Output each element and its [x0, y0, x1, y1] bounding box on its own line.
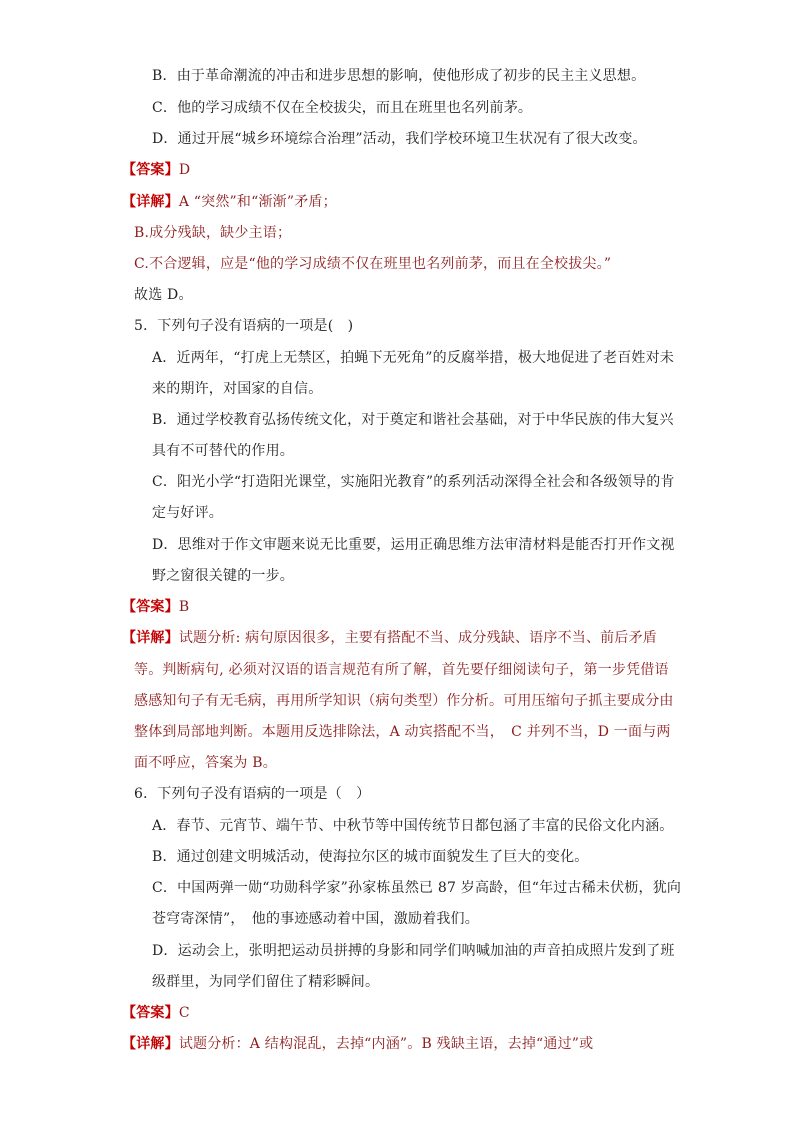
q6-explanation-line1: [122, 1034, 593, 1054]
q5-option-b-line2: 具有不可替代的作用。: [152, 443, 294, 459]
q5-explanation-line4: 整体到局部地判断。本题用反选排除法，A 动宾搭配不当， C 并列不当，D 一面与两: [134, 724, 671, 740]
explanation-text: A “突然”和“渐渐”矛盾；: [178, 194, 337, 210]
q5-explanation-line5: 面不呼应，答案为 B。: [134, 755, 277, 771]
answer-value: B: [178, 599, 190, 615]
q5-option-c-line2: 定与好评。: [152, 505, 223, 521]
answer-tag: 【答案】: [122, 1005, 179, 1021]
q5-option-d-line2: 野之窗很关键的一步。: [152, 568, 294, 584]
q6-option-a: A．春节、元宵节、端午节、中秋节等中国传统节日都包涵了丰富的民俗文化内涵。: [152, 818, 674, 834]
q5-option-c-line1: C．阳光小学“打造阳光课堂，实施阳光教育”的系列活动深得全社会和各级领导的肯: [152, 474, 675, 490]
explanation-tag: 【详解】: [122, 1036, 179, 1052]
q4-explanation-c: C.不合逻辑，应是“他的学习成绩不仅在班里也名列前茅，而且在全校拔尖。”: [134, 256, 612, 272]
q4-option-d: D．通过开展“城乡环境综合治理”活动，我们学校环境卫生状况有了很大改变。: [152, 131, 647, 147]
q4-explanation-b: B.成分残缺，缺少主语；: [134, 225, 292, 241]
explanation-text: 试题分析: 病句原因很多，主要有搭配不当、成分残缺、语序不当、前后矛盾: [178, 630, 657, 646]
answer-value: D: [178, 162, 191, 178]
explanation-tag: 【详解】: [122, 630, 179, 646]
q6-option-d-line2: 级群里，为同学们留住了精彩瞬间。: [152, 974, 380, 990]
q6-option-b: B．通过创建文明城活动，使海拉尔区的城市面貌发生了巨大的变化。: [152, 849, 589, 865]
explanation-tag: 【详解】: [122, 194, 179, 210]
answer-tag: 【答案】: [122, 162, 179, 178]
answer-value: C: [178, 1005, 190, 1021]
q6-option-d-line1: D．运动会上，张明把运动员拼搏的身影和同学们呐喊加油的声音拍成照片发到了班: [152, 943, 675, 959]
answer-tag: 【答案】: [122, 599, 179, 615]
q4-explanation: [122, 192, 337, 212]
q5-answer: [122, 597, 189, 617]
q5-option-b-line1: B．通过学校教育弘扬传统文化，对于奠定和谐社会基础，对于中华民族的伟大复兴: [152, 412, 674, 428]
q5-stem: 5．下列句子没有语病的一项是( ): [134, 318, 354, 334]
q5-explanation-line3: 感感知句子有无毛病，再用所学知识（病句类型）作分析。可用压缩句子抓主要成分由: [134, 693, 674, 709]
q6-answer: [122, 1003, 190, 1023]
explanation-text: 试题分析：A 结构混乱，去掉“内涵”。B 残缺主语，去掉“通过”或: [178, 1036, 594, 1052]
q5-option-a-line2: 来的期许，对国家的自信。: [152, 381, 323, 397]
q4-conclusion: 故选 D。: [134, 287, 193, 303]
q4-option-c: C．他的学习成绩不仅在全校拔尖，而且在班里也名列前茅。: [152, 100, 533, 116]
q6-option-c-line1: C．中国两弹一勋“功勋科学家”孙家栋虽然已 87 岁高龄，但“年过古稀未伏枥，犹向: [152, 880, 682, 896]
q6-option-c-line2: 苍穹寄深情”， 他的事迹感动着中国，激励着我们。: [152, 911, 479, 927]
q6-stem: 6．下列句子没有语病的一项是（ ）: [134, 786, 371, 802]
q4-answer: [122, 160, 190, 180]
q5-explanation-line2: 等。判断病句, 必须对汉语的语言规范有所了解，首先要仔细阅读句子，第一步凭借语: [134, 662, 669, 678]
q5-option-a-line1: A．近两年，“打虎上无禁区，拍蝇下无死角”的反腐举措，极大地促进了老百姓对未: [152, 350, 675, 366]
q4-option-b: B．由于革命潮流的冲击和进步思想的影响，使他形成了初步的民主主义思想。: [152, 68, 646, 84]
q5-explanation-line1: [122, 628, 657, 648]
q5-option-d-line1: D．思维对于作文审题来说无比重要，运用正确思维方法审清材料是能否打开作文视: [152, 537, 675, 553]
